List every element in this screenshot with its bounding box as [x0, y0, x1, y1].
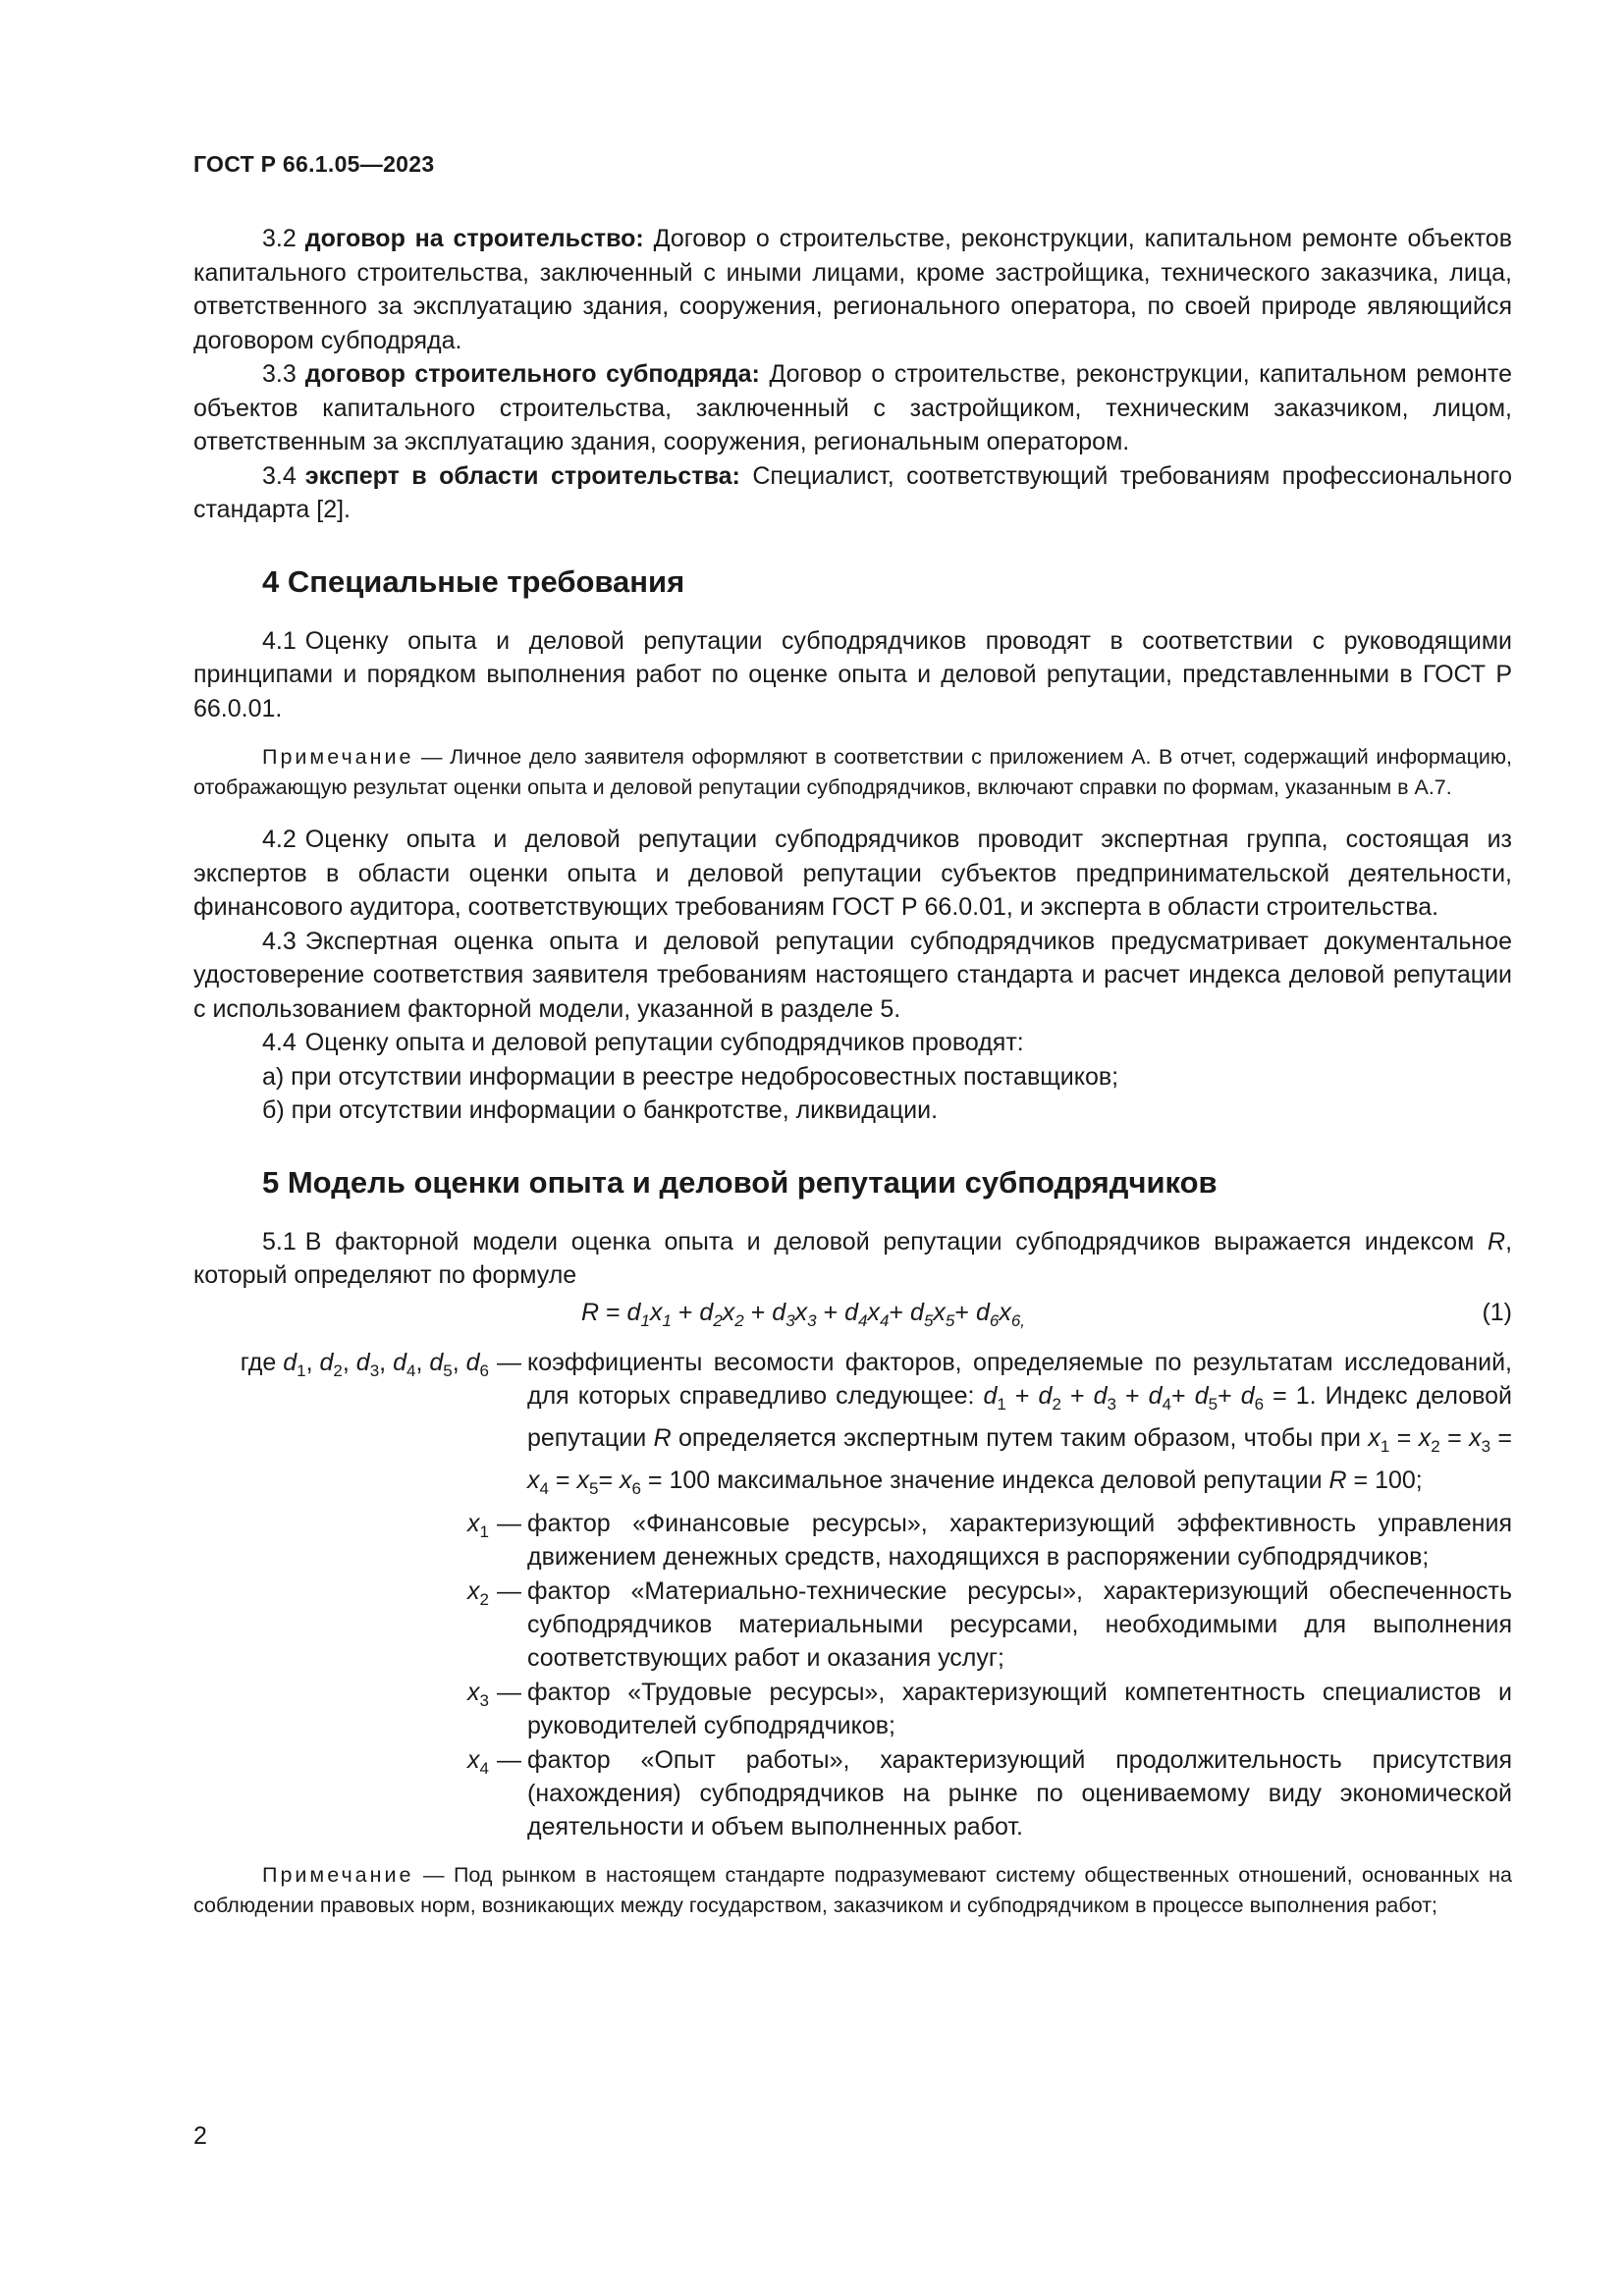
note-5: Примечание — Под рынком в настоящем стандарте подразумевают систему общественных отношений, основанных на соблюдении правовых норм, возникающих между государством, заказчиком и субподрядчиком в процессе выполнения работ;	[193, 1862, 1513, 1917]
definition-d	[193, 1346, 1512, 1506]
term-subcontract: договор строительного субподряда:	[304, 360, 760, 388]
page-body	[193, 222, 1512, 1941]
formula-expression: $R = d_1x_1 + d_2x_2 + d_3x_3 + d_4x_4+ d_5x_5+ d_6x_{6,}$	[581, 1298, 1026, 1330]
term-expert: эксперт в области строительства:	[304, 461, 740, 490]
section-5-heading: 5 Модель оценки опыта и деловой репутации субподрядчиков	[262, 1164, 1218, 1200]
clause-5-1: 5.1 В факторной модели оценка опыта и деловой репутации субподрядчиков выражается индексом R, который определяют по формуле	[193, 1227, 1513, 1289]
definitions-list	[193, 1346, 1512, 1843]
definition-term-d: где $d_1$, $d_2$, $d_3$, $d_4$, $d_5$, $d_6$ —	[240, 1348, 521, 1380]
clause-3-2: 3.2 договор на строительство: Договор о строительстве, реконструкции, капитальном ремонте объектов капитального строительства, заключенный с иными лицами, кроме застройщика, технического заказчика, лица, ответственного за эксплуатацию здания, сооружения, регионального оператора, по своей природе являющийся договором субподряда.	[193, 225, 1512, 354]
section-4-heading: 4 Специальные требования	[262, 563, 685, 599]
term-contract-construction: договор на строительство:	[304, 225, 644, 252]
clause-4-3: 4.3 Экспертная оценка опыта и деловой репутации субподрядчиков предусматривает документальное удостоверение соответствия заявителя требованиям настоящего стандарта и расчет индекса деловой репутации с использованием факторной модели, указанной в разделе 5.	[193, 927, 1512, 1023]
list-item-b: б) при отсутствии информации о банкротстве, ликвидации.	[262, 1096, 939, 1124]
formula-1	[193, 1297, 1512, 1336]
clause-4-1: 4.1 Оценку опыта и деловой репутации субподрядчиков проводят в соответствии с руководящими принципами и порядком выполнения работ по оценке опыта и деловой репутации, представленными в ГОСТ Р 66.0.01.	[193, 626, 1512, 722]
clause-4-2: 4.2 Оценку опыта и деловой репутации субподрядчиков проводит экспертная группа, состоящая из экспертов в области оценки опыта и деловой репутации субъектов предпринимательской деятельности, финансового аудитора, соответствующих требованиям ГОСТ Р 66.0.01, и эксперта в области строительства.	[193, 826, 1512, 921]
document-header: ГОСТ Р 66.1.05—2023	[193, 151, 435, 177]
note-4: Примечание — Личное дело заявителя оформляют в соответствии с приложением А. В отчет, содержащий информацию, отображающую результат оценки опыта и деловой репутации субподрядчиков, включают справки по формам, указанным в А.7.	[193, 745, 1513, 799]
definition-body-d: коэффициенты весомости факторов, определяемые по результатам исследований, для которых справедливо следующее: $d_1 + d_2 + d_3 + d_4+ d_5+ d_6 = 1$. Индекс деловой репутации R определяется экспертным путем таким образом, чтобы при $x_1 = x_2 = x_3 = x_4 = x_5= x_6 = 100$ максимальное значение индекса деловой репутации R = 100;	[527, 1348, 1513, 1498]
definition-x4: $x_4$ — фактор «Опыт работы», характеризующий продолжительность присутствия (нахождения) субподрядчиков на рынке по оцениваемому виду экономической деятельности и объем выполненных работ.	[467, 1745, 1512, 1841]
definition-x2: $x_2$ — фактор «Материально-технические ресурсы», характеризующий обеспеченность субподрядчиков материальными ресурсами, необходимыми для выполнения соответствующих работ и оказания услуг;	[467, 1576, 1512, 1672]
clause-3-3: 3.3 договор строительного субподряда: Договор о строительстве, реконструкции, капитальном ремонте объектов капитального строительства, заключенный с застройщиком, техническим заказчиком, лицом, ответственным за эксплуатацию здания, сооружения, региональным оператором.	[193, 360, 1512, 455]
formula-number: (1)	[1482, 1298, 1512, 1326]
definition-x1: $x_1$ — фактор «Финансовые ресурсы», характеризующий эффективность управления движением денежных средств, находящихся в распоряжении субподрядчиков;	[467, 1509, 1512, 1571]
list-item-a: а) при отсутствии информации в реестре недобросовестных поставщиков;	[262, 1062, 1119, 1091]
definition-x3: $x_3$ — фактор «Трудовые ресурсы», характеризующий компетентность специалистов и руководителей субподрядчиков;	[467, 1678, 1512, 1739]
clause-4-4: 4.4 Оценку опыта и деловой репутации субподрядчиков проводят:	[262, 1029, 1024, 1056]
page-number: 2	[193, 2122, 207, 2150]
clause-3-4: 3.4 эксперт в области строительства: Специалист, соответствующий требованиям профессионального стандарта [2].	[193, 461, 1512, 523]
